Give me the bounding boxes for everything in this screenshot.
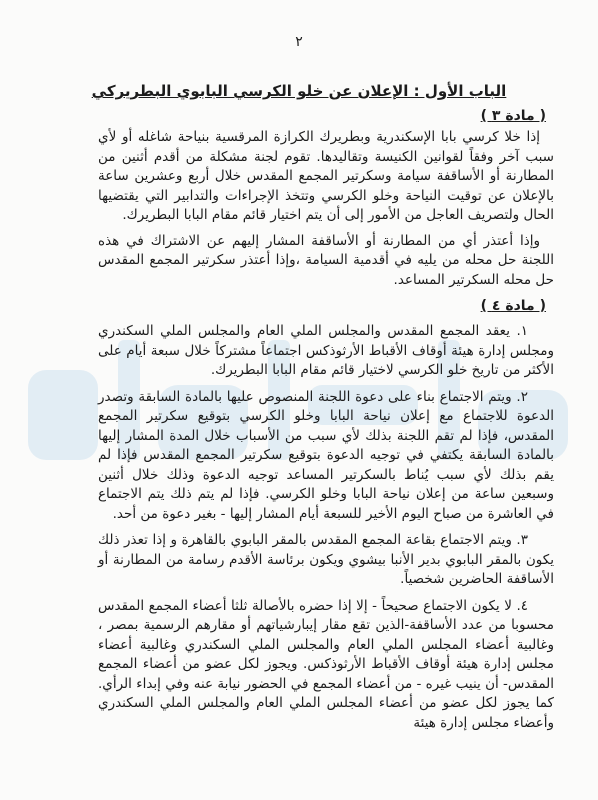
page-number: ٢	[295, 34, 303, 50]
article-3	[98, 106, 554, 290]
document-body	[98, 106, 554, 740]
article-item: ٣. ويتم الاجتماع بقاعة المجمع المقدس بالمقر البابوي بالقاهرة و إذا تعذر ذلك يكون بالمقر البابوي بدير الأنبا بيشوي ويكون برئاسة الأقدم رسامة من المطارنة أو الأساقفة الحاضرين شخصياً.	[98, 532, 554, 587]
chapter-title: الباب الأول : الإعلان عن خلو الكرسي البابوي البطريركي	[91, 82, 507, 100]
article-item: ١. يعقد المجمع المقدس والمجلس الملي العام والمجلس الملي السكندري ومجلس إدارة هيئة أوقاف الأقباط الأرثوذكس اجتماعاً مشتركاً خلال سبعة أيام على الأكثر من تاريخ خلو الكرسي لاختيار قائم مقام البابا البطريرك.	[98, 323, 554, 378]
article-paragraph: إذا خلا كرسي بابا الإسكندرية وبطريرك الكرازة المرقسية بنياحة شاغله أو لأي سبب آخر وفقاً لقوانين الكنيسة وتقاليدها. تقوم لجنة مشكلة من أقدم أثنين من المطارنة أو الأساقفة سيامة وسكرتير المجمع المقدس خلال أربع وعشرين ساعة بالإعلان عن توقيت النياحة وخلو الكرسي وتتخذ الإجراءات والتدابير التي يقتضيها الحال ولتصريف العاجل من الأمور إلى أن يتم اختيار قائم مقام البابا البطريرك.	[98, 129, 554, 223]
article-heading: ( مادة ٣ )	[480, 108, 546, 124]
article-items	[98, 322, 554, 733]
article-item: ٤. لا يكون الاجتماع صحيحاً - إلا إذا حضره بالأصالة ثلثا أعضاء المجمع المقدس محسوبا من عدد الأساقفة-الذين تقع مقار إيبارشياتهم أو مقارهم الرسمية بمصر ، وغالبية أعضاء المجلس الملي العام والمجلس الملي السكندري وغالبية أعضاء مجلس إدارة هيئة أوقاف الأقباط الأرثوذكس. ويجوز لكل عضو من أعضاء المجمع المقدس- أن ينيب غيره - من أعضاء المجمع في الحضور نيابة عنه وفي إبداء الرأي. كما يجوز لكل عضو من أعضاء المجلس الملي العام والمجلس الملي السكندري وأعضاء مجلس إدارة هيئة	[98, 597, 554, 731]
article-heading: ( مادة ٤ )	[480, 298, 546, 314]
article-paragraph: وإذا أعتذر أي من المطارنة أو الأساقفة المشار إليهم عن الاشتراك في هذه اللجنة حل محله من يليه في أقدمية السيامة ،وإذا أعتذر سكرتير المجمع المقدس حل محله السكرتير المساعد.	[98, 232, 554, 288]
article-4	[98, 296, 554, 733]
article-item: ٢. ويتم الاجتماع بناء على دعوة اللجنة المنصوص عليها بالمادة السابقة وتصدر الدعوة للاجتماع مع إعلان نياحة البابا وخلو الكرسي بتوقيع سكرتير المجمع المقدس، فإذا لم تقم اللجنة بذلك لأي سبب من الأسباب خلال المدة المشار إليها بالمادة السابقة يكتفي في توجيه الدعوة بتوقيع سكرتير المجمع المقدس فإذا لم يقم بذلك لأي سبب يُناط بالسكرتير المساعد توجيه الدعوة وذلك خلال أثنين وسبعين ساعة من إعلان نياحة البابا وخلو الكرسي. فإذا لم يتم ذلك يتم الاجتماع في العاشرة من صباح اليوم الأخير للسبعة أيام المشار إليها - بغير دعوة من أحد.	[98, 388, 554, 522]
